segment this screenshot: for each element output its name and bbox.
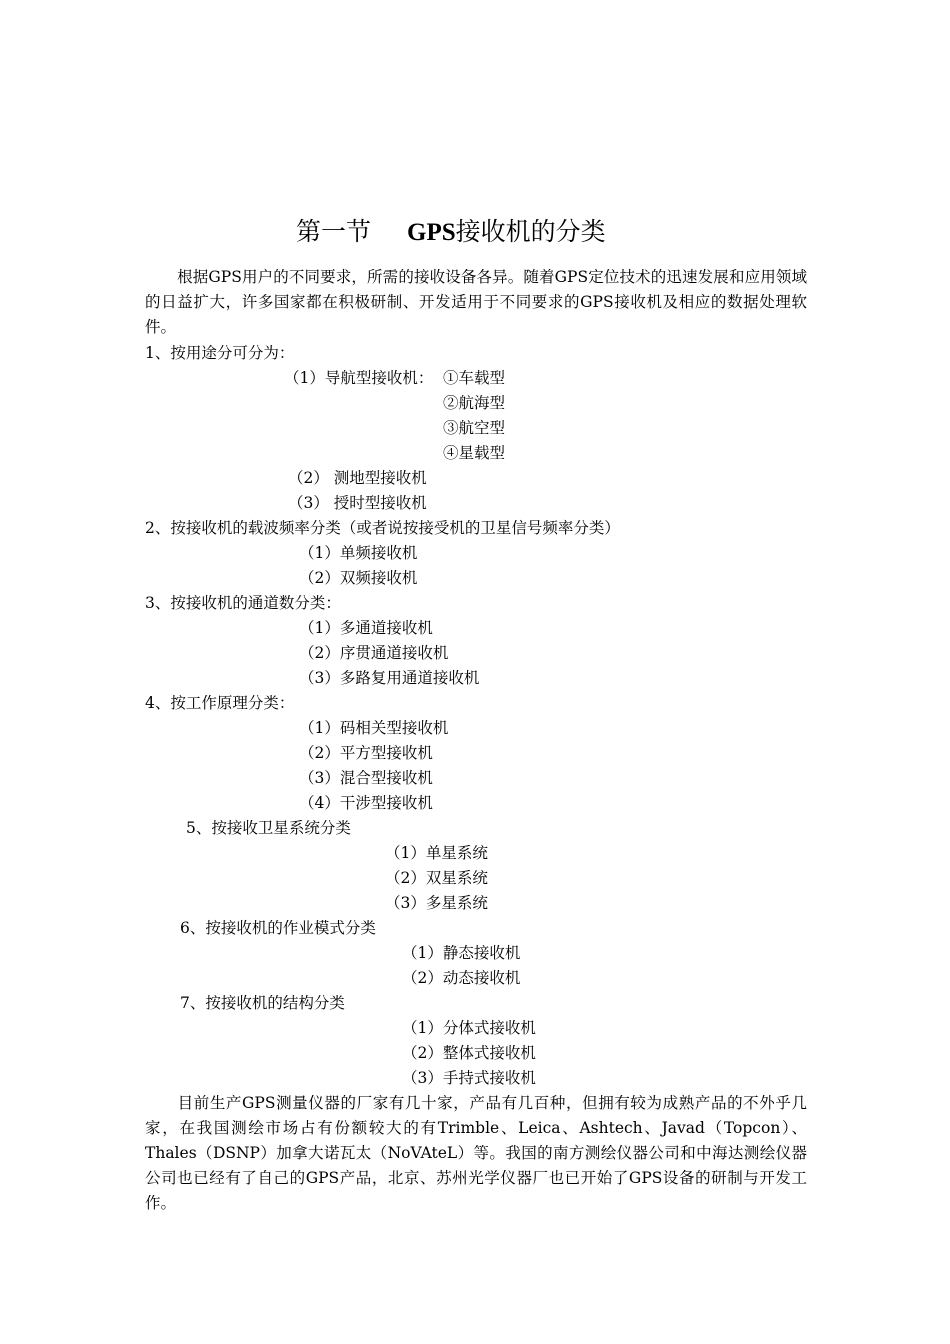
list-item: （1）分体式接收机 [402,1019,536,1037]
title-section: 第一节 [296,217,372,246]
timing-receiver-item: （3） 授时型接收机 [288,494,427,512]
list-item: （1）单频接收机 [299,544,418,562]
page-title [296,214,606,251]
list-item: （2）整体式接收机 [402,1044,536,1062]
category-1-heading: 1、按用途分可分为： [145,344,295,362]
nav-receiver-label: （1）导航型接收机： [284,369,434,387]
list-item: （3）多路复用通道接收机 [299,669,480,687]
list-item: （2）动态接收机 [402,969,521,987]
survey-receiver-item: （2） 测地型接收机 [288,469,427,487]
closing-text: 目前生产GPS测量仪器的厂家有几十家，产品有几百种，但拥有较为成熟产品的不外乎几家，在我国测绘市场占有份额较大的有Trimble、Leica、Ashtech、Javad（Topcon）、Thales（DSNP）加拿大诺瓦太（NoVAteL）等。我国的南方测绘仪器公司和中海达测绘仪器公司也已经有了自己的GPS产品，北京、苏州光学仪器厂也已开始了GPS设备的研制与开发工作。 [145,1094,807,1212]
intro-text: 根据GPS用户的不同要求，所需的接收设备各异。随着GPS定位技术的迅速发展和应用领域的日益扩大，许多国家都在积极研制、开发适用于不同要求的GPS接收机及相应的数据处理软件。 [145,268,807,336]
category-3-heading: 3、按接收机的通道数分类： [145,594,341,612]
category-6-heading: 6、按接收机的作业模式分类 [180,919,376,937]
list-item: （1）码相关型接收机 [299,719,449,737]
nav-type-item: ③航空型 [443,419,506,437]
category-7-heading: 7、按接收机的结构分类 [180,994,345,1012]
list-item: （1）多通道接收机 [299,619,433,637]
list-item: （3）混合型接收机 [299,769,433,787]
list-item: （2）序贯通道接收机 [299,644,449,662]
list-item: （2）双星系统 [385,869,488,887]
list-item: （1）静态接收机 [402,944,521,962]
list-item: （2）双频接收机 [299,569,418,587]
title-rest: 接收机的分类 [455,217,606,246]
nav-type-item: ②航海型 [443,394,506,412]
category-4-heading: 4、按工作原理分类： [145,694,295,712]
intro-paragraph [145,265,807,340]
nav-type-item: ④星载型 [443,444,506,462]
closing-paragraph [145,1091,807,1216]
list-item: （4）干涉型接收机 [299,794,433,812]
category-5-heading: 5、按接收卫星系统分类 [186,819,351,837]
list-item: （1）单星系统 [385,844,488,862]
category-2-heading: 2、按接收机的载波频率分类（或者说按接受机的卫星信号频率分类） [145,519,620,537]
list-item: （2）平方型接收机 [299,744,433,762]
list-item: （3）多星系统 [385,894,488,912]
list-item: （3）手持式接收机 [402,1069,536,1087]
nav-type-item: ①车载型 [443,369,506,387]
title-gps: GPS [407,219,456,246]
